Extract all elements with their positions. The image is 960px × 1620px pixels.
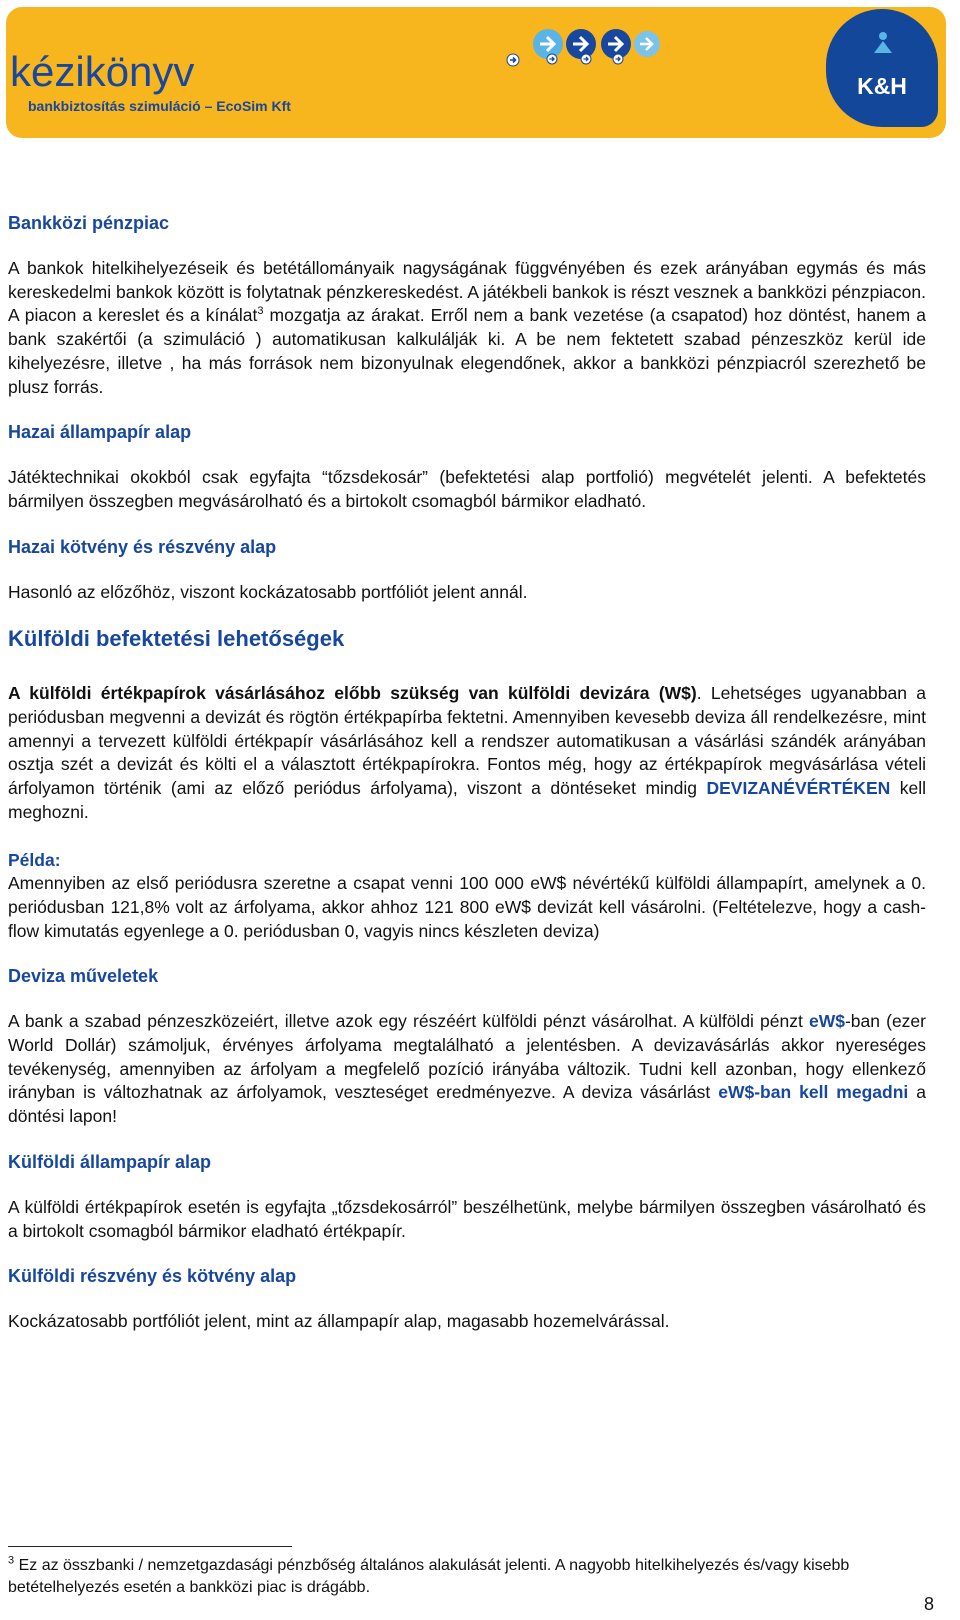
paragraph-foreign	[8, 682, 926, 824]
heading-foreign: Külföldi befektetési lehetőségek	[8, 626, 345, 652]
text-span: kell meghozni.	[8, 778, 926, 822]
manual-title: kézikönyv	[10, 48, 195, 95]
heading-domestic-gov: Hazai állampapír alap	[8, 422, 192, 443]
bold-span: eW$	[808, 1011, 845, 1032]
heading-domestic-bond: Hazai kötvény és részvény alap	[8, 536, 277, 557]
paragraph-foreign-stock: Kockázatosabb portfóliót jelent, mint az állampapír alap, magasabb hozemelvárással.	[8, 1311, 670, 1332]
paragraph-domestic-bond: Hasonló az előzőhöz, viszont kockázatosabb portfóliót jelent annál.	[8, 581, 528, 602]
heading-foreign-stock: Külföldi részvény és kötvény alap	[8, 1266, 297, 1287]
footnote	[8, 1555, 908, 1599]
document-body	[8, 212, 926, 1334]
kh-logo-mark-icon	[874, 31, 892, 53]
header-banner	[6, 7, 946, 138]
kh-logo	[826, 9, 938, 127]
paragraph-interbank	[8, 257, 926, 399]
arrow-right-icon[interactable]	[632, 29, 662, 59]
text-span: . Lehetséges ugyanabban a periódusban megvenni a devizát és rögtön értékpapírba fektetni. Amennyiben kevesebb deviza áll rendelkezésre, mint amennyi a tervezett külföldi értékpapír vásárlásához kell a rendszer automatikusan a vásárlási szándék arányában osztja szét a devizát és költi el a választott értékpapírokra. Fontos még, hogy az értékpapírok megvásárlása vételi árfolyamon történik (ami az előző periódus árfolyama), viszont a döntéseket mindig	[8, 683, 927, 799]
paragraph-fx	[8, 1010, 926, 1129]
manual-subtitle: bankbiztosítás szimuláció – EcoSim Kft	[28, 98, 291, 114]
footnote-divider	[8, 1546, 292, 1547]
paragraph-domestic-gov: Játéktechnikai okokból csak egyfajta “tőzsdekosár” (befektetési alap portfolió) megvételét jelenti. A befektetés bármilyen összegben megvásárolható és a birtokolt csomagból bármikor eladható.	[8, 467, 926, 511]
bold-span: eW$-ban kell megadni	[718, 1082, 909, 1103]
text-span: A bankok hitelkihelyezéseik és betétállományaik nagyságának függvényében és ezek arányában egymás és más kereskedelmi bankok között is folytatnak pénzkereskedést. A játékbeli bankok is részt vesznek a bankközi pénzpiacon. A piacon a kereslet és a kínálat	[8, 258, 926, 326]
footnote-text: Ez az összbanki / nemzetgazdasági pénzbőség általános alakulását jelenti. A nagyobb hitelkihelyezés és/vagy kisebb betételhelyezés esetén a bankközi piac is drágább.	[8, 1557, 850, 1596]
page-number: 8	[923, 1594, 934, 1614]
footnote-mark[interactable]: 3	[257, 305, 264, 318]
text-span: mozgatja az árakat. Erről nem a bank vezetése (a csapatod) hoz döntést, hanem a bank szakértői (a szimuláció ) automatikusan kalkulálják ki. A be nem fektetett szabad pénzeszköz kerül ide kihelyezésre, illetve , ha más források nem bizonyulnak elegendőnek, akkor a bankközi pénzpiacról szerezhető be plusz forrás.	[8, 305, 926, 397]
text-span: a döntési lapon!	[8, 1082, 926, 1127]
arrow-right-icon[interactable]	[506, 53, 520, 67]
small-arrow-icon	[546, 53, 558, 65]
heading-interbank: Bankközi pénzpiac	[8, 213, 170, 233]
small-arrow-icon	[580, 53, 592, 65]
paragraph-foreign-gov: A külföldi értékpapírok esetén is egyfajta „tőzsdekosárról” beszélhetünk, melybe bármilyen összegben vásárolható és a birtokolt csomagból bármikor eladható értékpapír.	[8, 1196, 926, 1241]
footnote-number: 3	[8, 1554, 15, 1567]
bold-span: A külföldi értékpapírok vásárlásához előbb szükség van külföldi devizára (W$)	[8, 683, 697, 704]
small-arrow-icon	[612, 53, 624, 65]
text-span: A bank a szabad pénzeszközeiért, illetve azok egy részéért külföldi pénzt vásárolhat. A külföldi pénzt	[8, 1011, 809, 1032]
text-span: -ban (ezer World Dollár) számoljuk, érvényes árfolyama megtalálható a jelentésben. A devizavásárlás akkor nyereséges tevékenység, amennyiben az árfolyam a megfelelő pozíció irányába változik. Tudni kell azonban, hogy ellenkező irányban is változhatnak az árfolyamok, veszteséget eredményezve. A deviza vásárlást	[8, 1011, 926, 1103]
logo-text: K&H	[857, 73, 907, 99]
heading-fx: Deviza műveletek	[8, 966, 159, 987]
bold-span: DEVIZANÉVÉRTÉKEN	[706, 778, 891, 799]
example-label: Példa:	[8, 849, 61, 870]
heading-foreign-gov: Külföldi állampapír alap	[8, 1151, 212, 1172]
paragraph-example: Amennyiben az első periódusra szeretne a csapat venni 100 000 eW$ névértékű külföldi állampapírt, amelynek a 0. periódusban 121,8% volt az árfolyama, akkor ahhoz 121 800 eW$ devizát kell vásárolni. (Feltételezve, hogy a cash-flow kimutatás egyenlege a 0. periódusban 0, vagyis nincs készleten deviza)	[8, 873, 926, 941]
